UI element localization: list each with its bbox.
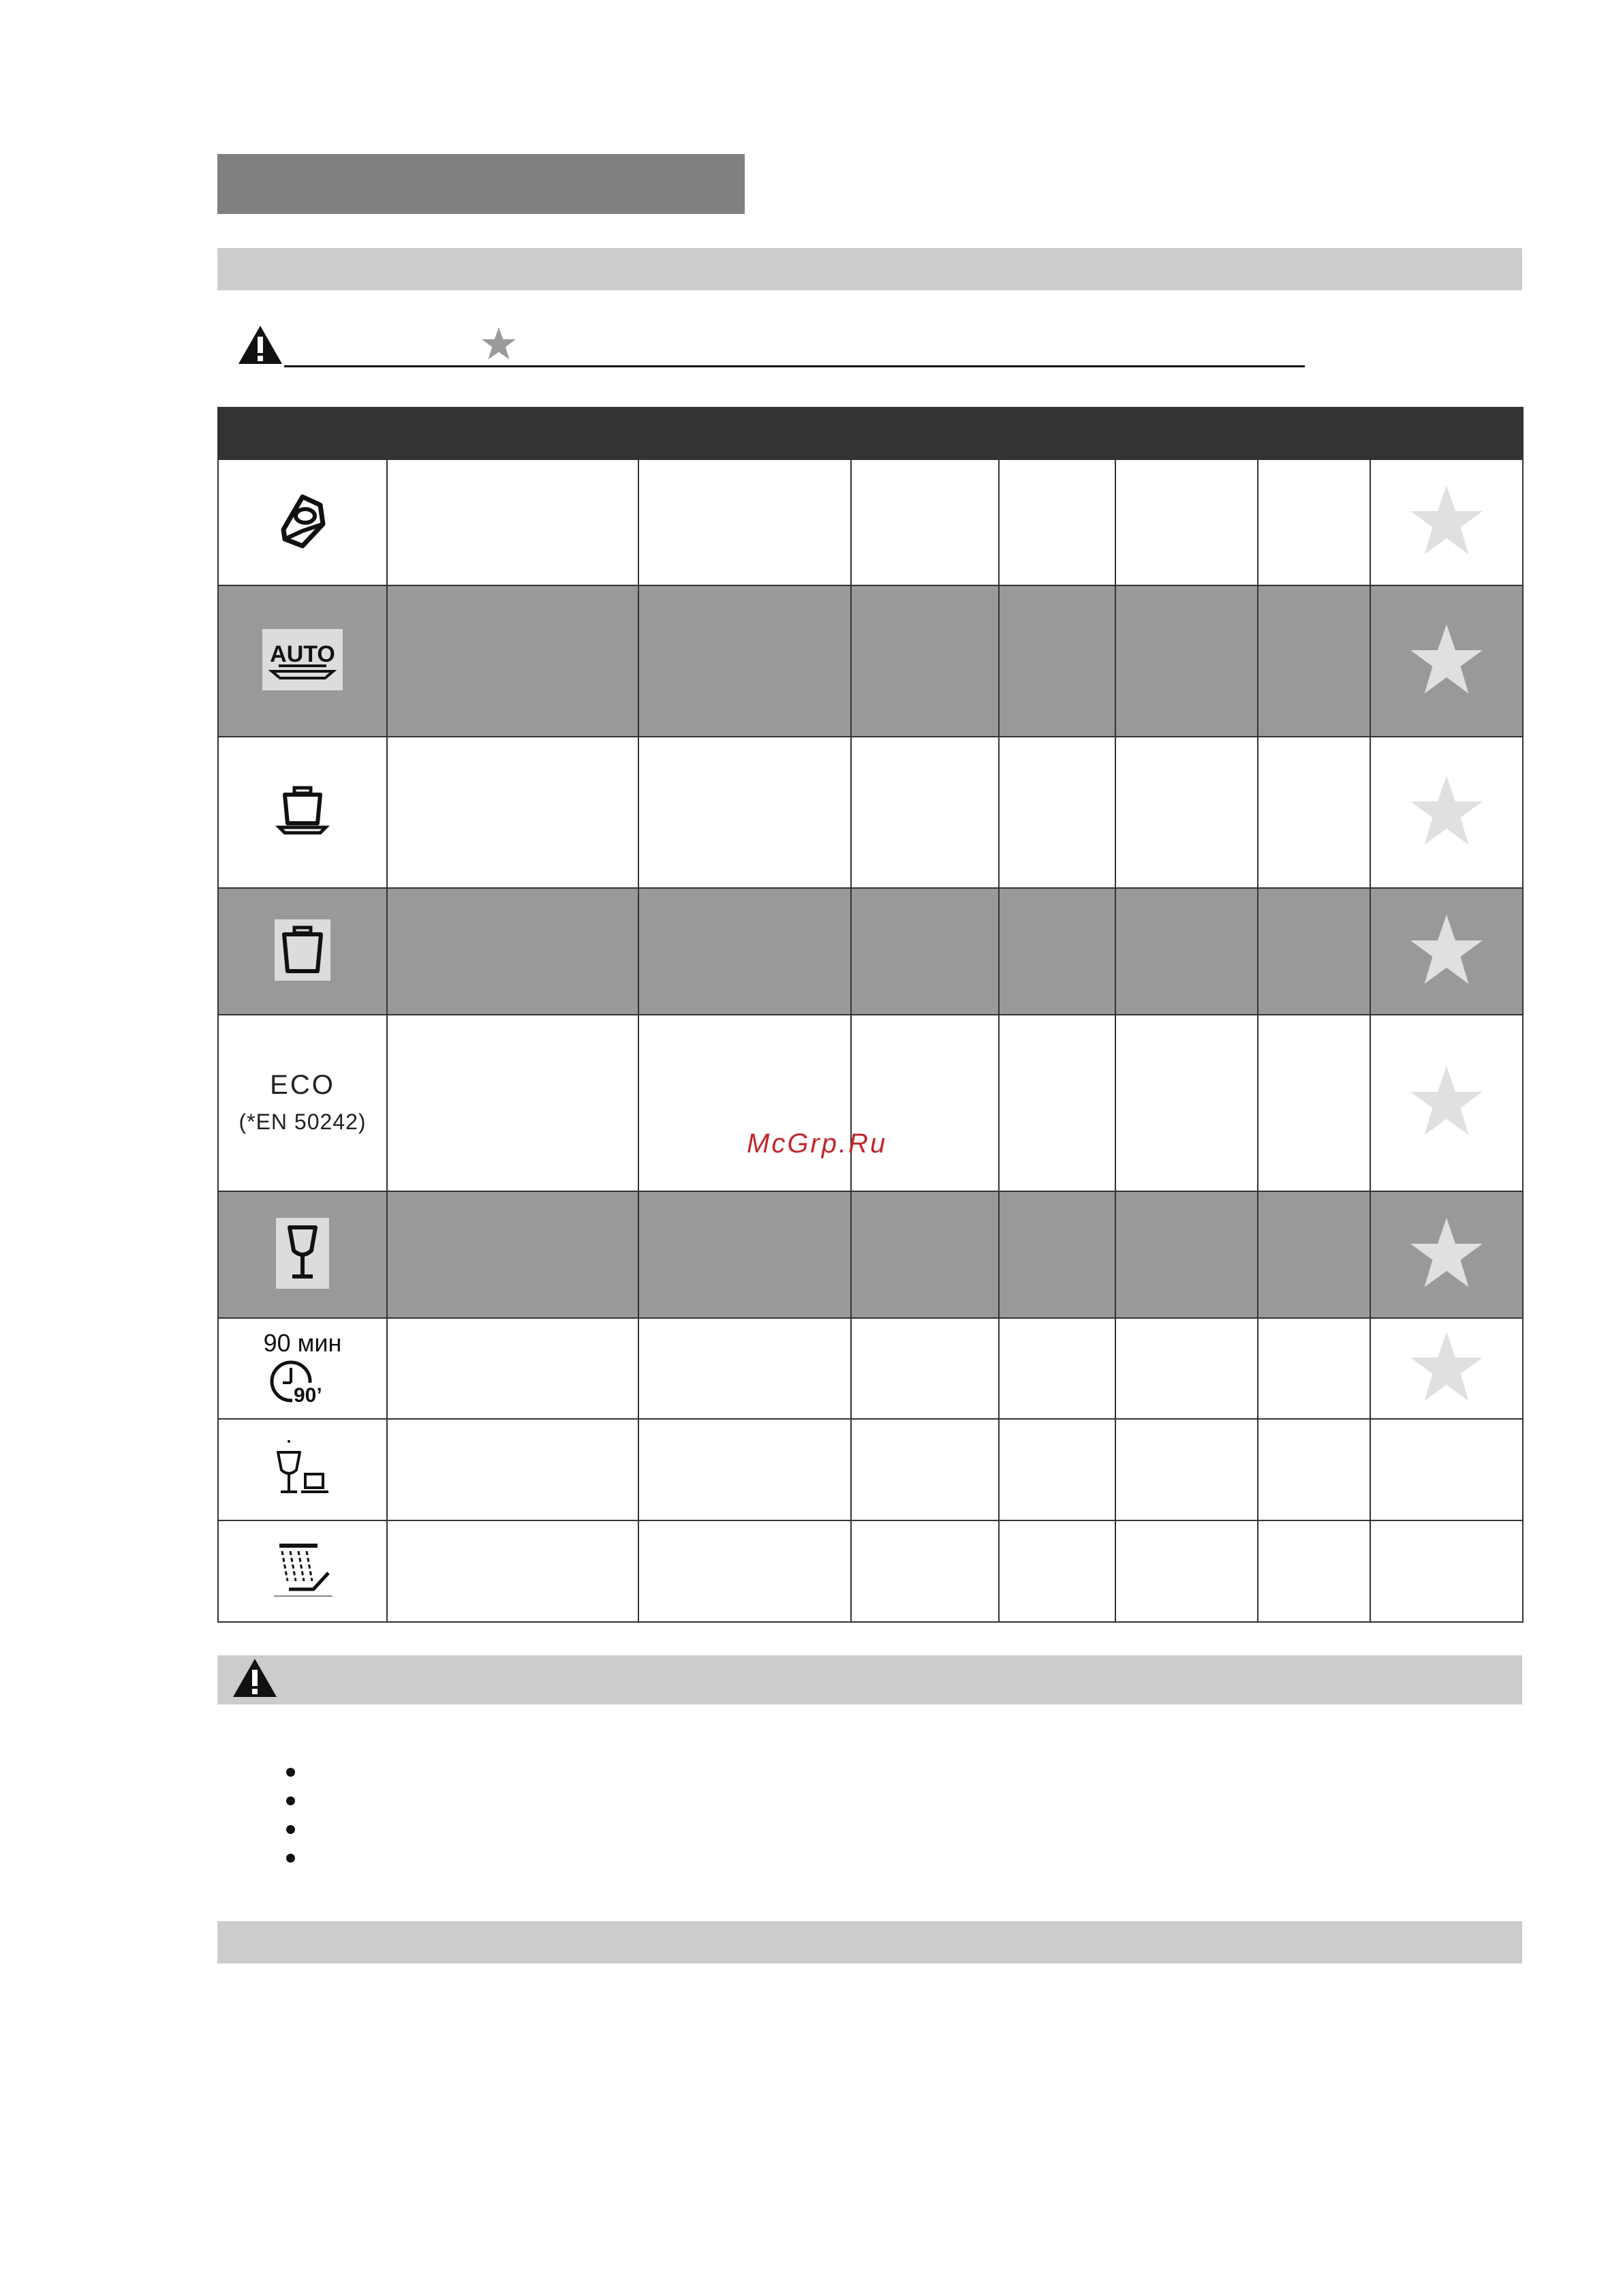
table-cell: [851, 1191, 999, 1318]
table-cell: [1370, 1520, 1523, 1622]
star-icon: [481, 326, 516, 361]
pot-on-plate-icon: [275, 785, 330, 840]
program-icon-cell: [218, 1015, 387, 1191]
warning-triangle-icon: [232, 1657, 278, 1698]
header-cell: [638, 408, 851, 459]
header-cell: [1258, 408, 1370, 459]
header-cell: [851, 408, 999, 459]
program-icon-cell: [218, 737, 387, 888]
table-cell: [638, 585, 851, 737]
star-icon: [1408, 623, 1485, 697]
bullet-dot: [286, 1768, 295, 1777]
table-cell: [1115, 737, 1258, 888]
table-cell: [999, 1015, 1115, 1191]
table-row: [218, 1015, 1523, 1191]
star-cell: [1370, 1318, 1523, 1419]
header-cell: [999, 408, 1115, 459]
table-cell: [999, 1419, 1115, 1520]
table-cell: [387, 1419, 638, 1520]
table-row: [218, 1520, 1523, 1622]
table-cell: [387, 1318, 638, 1419]
table-cell: [1258, 737, 1370, 888]
glass-and-cup-icon: [268, 1437, 337, 1502]
table-cell: [999, 1318, 1115, 1419]
title-bar: [217, 154, 745, 214]
table-row: [218, 1419, 1523, 1520]
header-cell: [1370, 408, 1523, 459]
table-cell: [1258, 459, 1370, 585]
table-cell: [638, 1520, 851, 1622]
star-icon: [1408, 774, 1485, 848]
star-cell: [1370, 585, 1523, 737]
star-icon: [1408, 484, 1485, 557]
pot-icon: [275, 919, 330, 981]
program-icon-cell: [218, 1520, 387, 1622]
bullet-dot: [286, 1825, 295, 1834]
clock-90-icon: [265, 1358, 340, 1409]
program-icon-cell: [218, 1191, 387, 1318]
auto-program-icon: [262, 629, 343, 690]
ninety-min-label: 90 мин: [263, 1328, 342, 1357]
star-cell: [1370, 888, 1523, 1015]
table-cell: [387, 737, 638, 888]
table-row: [218, 737, 1523, 888]
section-header-bar: [217, 1921, 1522, 1963]
table-cell: [851, 1419, 999, 1520]
table-cell: [1115, 1520, 1258, 1622]
program-icon-cell: [218, 888, 387, 1015]
table-cell: [1258, 1318, 1370, 1419]
table-cell: [1258, 888, 1370, 1015]
header-cell: [387, 408, 638, 459]
table-cell: [387, 1520, 638, 1622]
table-cell: [638, 459, 851, 585]
table-cell: [387, 888, 638, 1015]
table-cell: [999, 459, 1115, 585]
program-table: [217, 407, 1524, 1623]
warning-section-bar: [217, 1655, 1522, 1704]
ninety-icon-text: 90’: [294, 1383, 322, 1406]
eco-program-label: ECO: [270, 1069, 335, 1100]
star-cell: [1370, 1015, 1523, 1191]
intensive-program-icon: [275, 490, 330, 555]
program-icon-cell: [218, 585, 387, 737]
program-icon-cell: [218, 1419, 387, 1520]
table-cell: [1258, 1419, 1370, 1520]
table-cell: [851, 585, 999, 737]
table-cell: [638, 737, 851, 888]
table-cell: [1258, 1191, 1370, 1318]
star-icon: [1408, 1216, 1485, 1290]
table-cell: [387, 1015, 638, 1191]
table-cell: [638, 1015, 851, 1191]
table-cell: [387, 459, 638, 585]
program-icon-cell: [218, 459, 387, 585]
star-cell: [1370, 1191, 1523, 1318]
table-cell: [1370, 1419, 1523, 1520]
table-row: [218, 585, 1523, 737]
header-cell: [218, 408, 387, 459]
bullet-dot: [286, 1796, 295, 1805]
table-cell: [1258, 1520, 1370, 1622]
table-row: [218, 1191, 1523, 1318]
table-cell: [387, 1191, 638, 1318]
star-icon: [1408, 913, 1485, 987]
warning-triangle-icon: [237, 324, 283, 365]
table-cell: [999, 888, 1115, 1015]
table-cell: [999, 1191, 1115, 1318]
table-cell: [1115, 585, 1258, 737]
wine-glass-icon: [276, 1218, 329, 1289]
table-row: [218, 1318, 1523, 1419]
table-cell: [1258, 1015, 1370, 1191]
program-icon-cell: [218, 1318, 387, 1419]
table-cell: [1115, 1419, 1258, 1520]
table-cell: [851, 888, 999, 1015]
prewash-spray-icon: [268, 1539, 337, 1604]
star-cell: [1370, 459, 1523, 585]
section-header-bar: [217, 248, 1522, 290]
header-cell: [1115, 408, 1258, 459]
bullet-dot: [286, 1854, 295, 1863]
table-row: [218, 459, 1523, 585]
star-icon: [1408, 1330, 1485, 1404]
table-cell: [638, 1419, 851, 1520]
watermark: McGrp.Ru: [747, 1129, 888, 1159]
table-cell: [1115, 1015, 1258, 1191]
table-cell: [851, 1015, 999, 1191]
table-cell: [1115, 888, 1258, 1015]
table-cell: [1115, 1191, 1258, 1318]
table-cell: [999, 1520, 1115, 1622]
table-cell: [851, 737, 999, 888]
eco-program-sublabel: (*EN 50242): [238, 1109, 367, 1134]
warning-underline: [284, 365, 1305, 367]
table-cell: [638, 1318, 851, 1419]
table-cell: [387, 585, 638, 737]
table-cell: [851, 459, 999, 585]
table-cell: [638, 1191, 851, 1318]
table-cell: [999, 585, 1115, 737]
star-icon: [1408, 1065, 1485, 1138]
star-cell: [1370, 737, 1523, 888]
table-cell: [851, 1318, 999, 1419]
table-cell: [999, 737, 1115, 888]
table-cell: [638, 888, 851, 1015]
table-cell: [851, 1520, 999, 1622]
table-row: [218, 888, 1523, 1015]
table-cell: [1115, 1318, 1258, 1419]
table-cell: [1258, 585, 1370, 737]
auto-label-text: AUTO: [270, 641, 335, 667]
table-header-row: [218, 408, 1523, 459]
table-cell: [1115, 459, 1258, 585]
